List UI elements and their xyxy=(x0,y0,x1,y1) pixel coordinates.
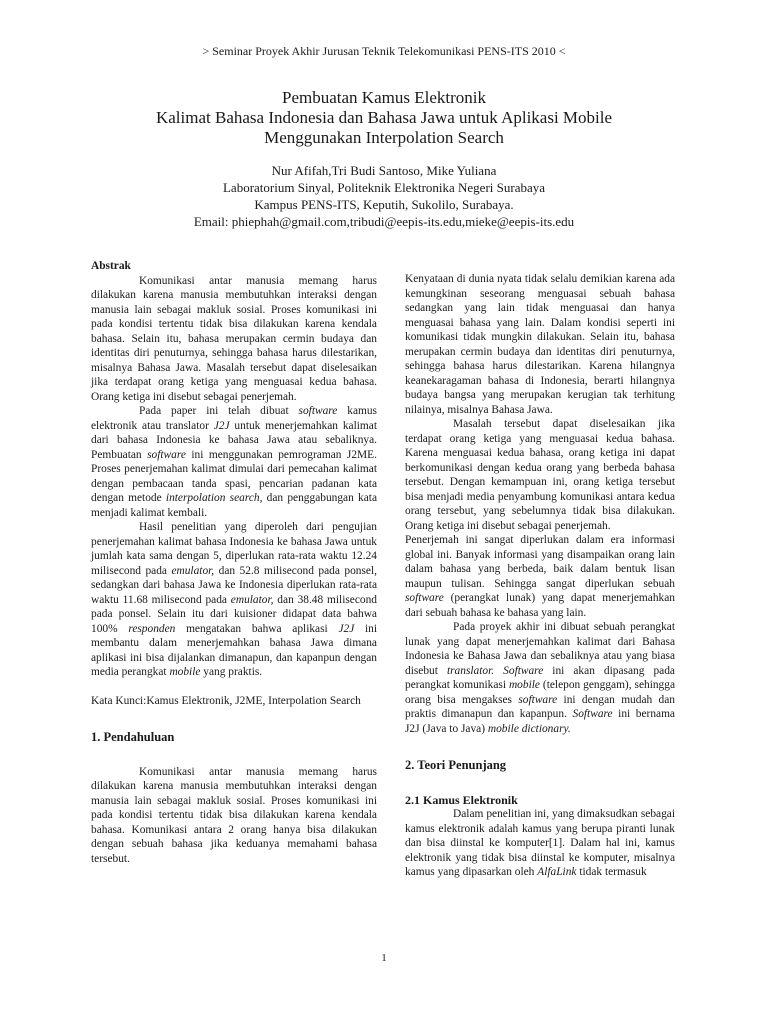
abstract-paragraph-2: Pada paper ini telah dibuat software kamus elektronik atau translator J2J untuk menerjemahkan kalimat dari bahasa Indonesia ke bahasa Jawa atau sebaliknya. Pembuatan software ini menggunakan pemrograman J2ME. Proses penerjemahan kalimat dimulai dari pemecahan kalimat dengan pembacaan tanda spasi, pencarian padanan kata dengan metode interpolation search, dan penggabungan kata menjadi kalimat kembali. xyxy=(91,405,378,519)
author-block xyxy=(0,162,768,230)
author-names: Nur Afifah,Tri Budi Santoso, Mike Yuliana xyxy=(271,163,497,178)
section-2-heading: 2. Teori Penunjang xyxy=(405,758,507,772)
running-header: > Seminar Proyek Akhir Jurusan Teknik Telekomunikasi PENS-ITS 2010 < xyxy=(202,44,566,58)
right-paragraph-2: Masalah tersebut dapat diselesaikan jika terdapat orang ketiga yang menguasai kedua bahasa. Karena menguasai kedua bahasa, orang ketiga ini dapat berkomunikasi dengan kedua orang yang berbeda bahasa tersebut. Dengan kemampuan ini, orang ketiga tersebut bisa menjadi media penyambung komunikasi antara kedua orang tersebut, yang sebelumnya tidak bisa dilakukan. Orang ketiga ini disebut sebagai penerjemah. xyxy=(405,418,675,532)
section-1-heading: 1. Pendahuluan xyxy=(91,730,175,744)
abstract-paragraph-1: Komunikasi antar manusia memang harus dilakukan karena manusia membutuhkan interaksi dengan manusia lain sebagai makluk sosial. Proses komunikasi ini pada kondisi tertentu tidak bisa dilakukan karena kendala bahasa. Selain itu, bahasa merupakan cermin budaya dan identitas diri penuturnya, sehingga bahasa harus dilestarikan, misalnya Bahasa Jawa. Masalah tersebut dapat diselesaikan jika terdapat orang ketiga yang menguasai kedua bahasa. Orang ketiga ini disebut sebagai penerjemah. xyxy=(91,274,377,403)
right-column xyxy=(405,272,675,880)
title-line-3: Menggunakan Interpolation Search xyxy=(264,128,504,147)
author-lab: Laboratorium Sinyal, Politeknik Elektronika Negeri Surabaya xyxy=(222,180,546,195)
paper-title xyxy=(0,88,768,148)
title-line-1: Pembuatan Kamus Elektronik xyxy=(282,88,486,107)
author-campus: Kampus PENS-ITS, Keputih, Sukolilo, Surabaya. xyxy=(254,197,514,212)
right-paragraph-1: Kenyataan di dunia nyata tidak selalu demikian karena ada kemungkinan seseorang menguasai sebuah bahasa sedangkan yang lain tidak menguasai dan hanya menguasai bahasa yang lain. Dalam kondisi seperti ini komunikasi tidak mungkin dilakukan. Selain itu, bahasa merupakan cermin budaya dan identitas diri penuturnya, sehingga bahasa harus dilestarikan. Karena hilangnya keanekaragaman bahasa di Indonesia, berarti hilangnya budaya bangsa yang merupakan kerugian tak terhitung nilainya, misalnya Bahasa Jawa. xyxy=(405,273,675,416)
title-line-2: Kalimat Bahasa Indonesia dan Bahasa Jawa untuk Aplikasi Mobile xyxy=(155,108,613,127)
author-email: Email: phiephah@gmail.com,tribudi@eepis-its.edu,mieke@eepis-its.edu xyxy=(193,214,575,229)
subsection-2-1-paragraph-1: Dalam penelitian ini, yang dimaksudkan sebagai kamus elektronik adalah kamus yang berupa piranti lunak dan bisa diinstal ke komputer[1]. Dalam hal ini, kamus elektronik yang tidak bisa diinstal ke komputer, misalnya kamus yang dipasarkan oleh AlfaLink tidak termasuk xyxy=(405,808,675,878)
right-paragraph-3: Penerjemah ini sangat diperlukan dalam era informasi global ini. Banyak informasi yang disampaikan orang lain dalam bahasa yang berbeda, baik dalam bentuk lisan maupun tulisan. Sehingga sangat diperlukan sebuah software (perangkat lunak) yang dapat menerjemahkan dari sebuah bahasa ke bahasa yang lain. xyxy=(405,534,675,619)
abstract-heading: Abstrak xyxy=(91,260,131,272)
page-number: 1 xyxy=(381,952,387,964)
section-1-paragraph-1: Komunikasi antar manusia memang harus dilakukan karena manusia membutuhkan interaksi dengan manusia lain sebagai makluk sosial. Proses komunikasi ini pada kondisi tertentu tidak bisa dilakukan karena kendala bahasa. Komunikasi antara 2 orang hanya bisa dilakukan dengan sebuah bahasa jika keduanya memahami bahasa tersebut. xyxy=(91,765,377,865)
right-paragraph-4: Pada proyek akhir ini dibuat sebuah perangkat lunak yang dapat menerjemahkan kalimat dari Bahasa Indonesia ke Bahasa Jawa dan sebaliknya atau yang biasa disebut translator. Software ini akan dipasang pada perangkat komunikasi mobile (telepon genggam), sehingga orang bisa mengakses software ini dengan mudah dan praktis dimanapun dan kapanpun. Software ini bernama J2J (Java to Java) mobile dictionary. xyxy=(405,621,675,735)
left-column xyxy=(91,259,377,866)
subsection-2-1-heading: 2.1 Kamus Elektronik xyxy=(405,792,518,807)
abstract-paragraph-3: Hasil penelitian yang diperoleh dari pengujian penerjemahan kalimat bahasa Indonesia ke bahasa Jawa untuk jumlah kata sama dengan 5, diperlukan rata-rata waktu 12.24 milisecond pada emulator, dan 52.8 milisecond pada ponsel, sedangkan dari bahasa Jawa ke Indonesia diperlukan rata-rata waktu 11.68 milisecond pada emulator, dan 38.48 milisecond pada ponsel. Selain itu dari kuisioner didapat data bahwa 100% responden mengatakan bahwa aplikasi J2J ini membantu dalam menerjemahkan bahasa Jawa dimana aplikasi ini bisa dijalankan dimanapun, dan kapanpun dengan media perangkat mobile yang praktis. xyxy=(91,521,377,678)
keywords: Kata Kunci:Kamus Elektronik, J2ME, Interpolation Search xyxy=(91,694,361,707)
